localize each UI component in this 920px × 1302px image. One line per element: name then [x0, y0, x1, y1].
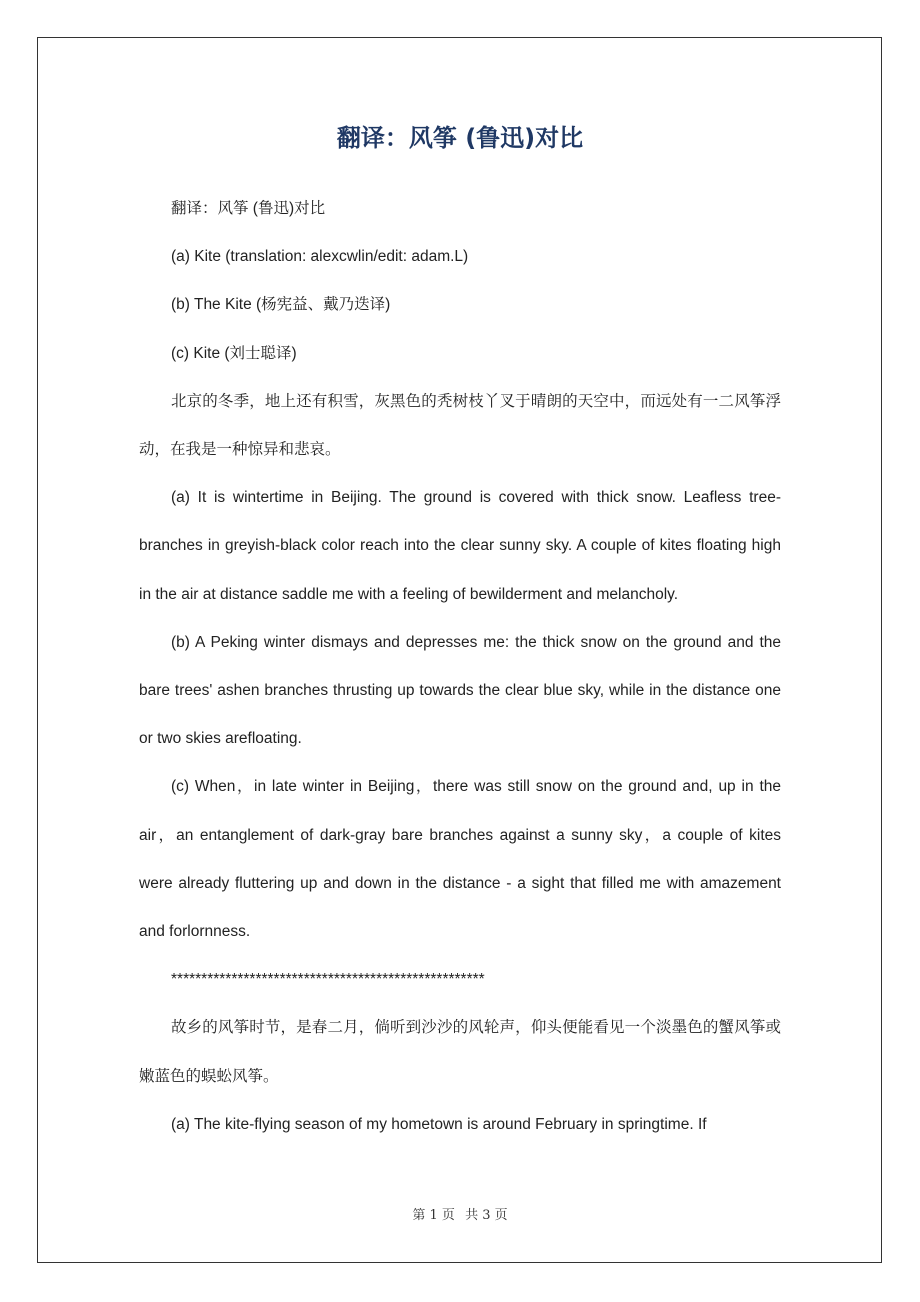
paragraph-translation-c: (c) Kite (刘士聪译) — [171, 344, 297, 362]
page-footer — [0, 1204, 920, 1223]
page-number: 第 1 页 — [412, 1208, 455, 1223]
document-body — [139, 185, 781, 1149]
paragraph-chinese-2: 故乡的风筝时节，是春二月，倘听到沙沙的风轮声，仰头便能看见一个淡墨色的蟹风筝或嫩蓝色的蜈蚣风筝。 — [139, 1019, 781, 1085]
page-total: 共 3 页 — [465, 1208, 508, 1223]
paragraph-heading: 翻译：风筝 (鲁迅)对比 — [171, 200, 326, 217]
paragraph-english-b-1: (b) A Peking winter dismays and depresses me: the thick snow on the ground and the bare trees' ashen branches thrusting up towards the clear blue sky, while in the distance one or two skies arefloating. — [139, 633, 781, 748]
paragraph-translation-a: (a) Kite (translation: alexcwlin/edit: adam.L) — [171, 248, 469, 266]
document-title: 翻译：风筝 (鲁迅)对比 — [336, 124, 584, 152]
paragraph-chinese-1: 北京的冬季，地上还有积雪，灰黑色的秃树枝丫叉于晴朗的天空中，而远处有一二风筝浮动，在我是一种惊异和悲哀。 — [139, 392, 781, 459]
paragraph-english-a-2: (a) The kite-flying season of my hometown is around February in springtime. If — [171, 1115, 707, 1133]
paragraph-english-c-1: (c) When，in late winter in Beijing，there was still snow on the ground and, up in the air，an entanglement of dark-gray bare branches against a sunny sky，a couple of kites were already fluttering up and down in the distance - a sight that filled me with amazement and forlornness. — [139, 778, 781, 941]
paragraph-english-a-1: (a) It is wintertime in Beijing. The ground is covered with thick snow. Leafless tree-branches in greyish-black color reach into the clear sunny sky. A couple of kites floating high in the air at distance saddle me with a feeling of bewilderment and melancholy. — [139, 489, 781, 603]
separator-stars: **************************************************** — [171, 971, 485, 989]
paragraph-translation-b: (b) The Kite (杨宪益、戴乃迭译) — [171, 296, 391, 314]
